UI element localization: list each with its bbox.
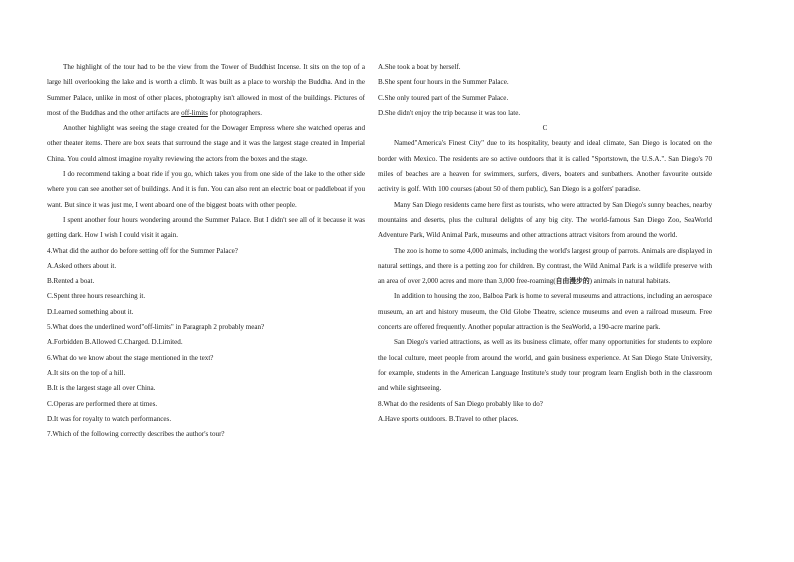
paragraph-dowager-stage: Another highlight was seeing the stage created for the Dowager Empress where she watched operas and other theater items. There are box seats that surround the stage and it was the largest stage created in Imperial China. You could almost imagine royalty reviewing the actors from the boxes and the stage. xyxy=(47,124,365,163)
question-8-options-ab: A.Have sports outdoors. B.Travel to other places. xyxy=(378,414,519,423)
section-heading-c: C xyxy=(542,124,548,133)
question-5: 5.What does the underlined word"off-limits" in Paragraph 2 probably mean? xyxy=(47,323,265,332)
question-4-option-d: D.Learned something about it. xyxy=(47,307,134,316)
question-6: 6.What do we know about the stage mentioned in the text? xyxy=(47,353,214,362)
question-4: 4.What did the author do before setting off for the Summer Palace? xyxy=(47,246,238,255)
paragraph-residents-tourists: Many San Diego residents came here first as tourists, who were attracted by San Diego's sunny beaches, nearby mountains and deserts, plus the cultural delights of any big city. The world-famous San Diego Zoo, SeaWorld Adventure Park, Wild Animal Park, museums and other attractions attract visitors from around the world. xyxy=(378,200,712,240)
question-7-option-c: C.She only toured part of the Summer Palace. xyxy=(378,93,509,102)
paragraph-four-hours: I spent another four hours wondering around the Summer Palace. But I didn't see all of it because it was getting dark. How I wish I could visit it again. xyxy=(47,215,365,240)
paragraph-varied-attractions: San Diego's varied attractions, as well as its business climate, offer many opportunities for students to explore the local culture, meet people from around the world, and gain business experience. At San Diego State University, for example, students in the American Language Institute's study tour program learn English both in the classroom and while sightseeing. xyxy=(378,338,712,393)
question-4-option-a: A.Asked others about it. xyxy=(47,261,117,270)
right-column xyxy=(378,60,712,427)
question-6-option-b: B.It is the largest stage all over China. xyxy=(47,384,156,393)
question-6-option-a: A.It sits on the top of a hill. xyxy=(47,368,126,377)
question-6-option-d: D.It was for royalty to watch performances. xyxy=(47,414,172,423)
question-7: 7.Which of the following correctly describes the author's tour? xyxy=(47,430,225,439)
paragraph-zoo: The zoo is home to some 4,000 animals, including the world's largest group of parrots. Animals are displayed in natural settings, and there is a petting zoo for children. By contrast, the Wild Animal Park is a wildlife preserve with an area of over 2,000 acres and more than 3,000 free-roaming(自由漫步的) animals in natural habitats. xyxy=(378,246,712,286)
paragraph-balboa-park: In addition to housing the zoo, Balboa Park is home to several museums and attractions, including an aerospace museum, an art and history museum, the Old Globe Theatre, science museums and even a railroad museum. Free concerts are offered frequently. Another popular attraction is the SeaWorld, a 190-acre marine park. xyxy=(378,292,712,332)
question-5-options: A.Forbidden B.Allowed C.Charged. D.Limited. xyxy=(47,338,183,347)
paragraph-finest-city: Named"America's Finest City" due to its hospitality, beauty and ideal climate, San Diego is located on the border with Mexico. The residents are so active outdoors that it is called "Sportstown, the U.S.A.". San Diego's 70 miles of beaches are a heaven for swimmers, surfers, divers, boaters and sunbathers. Another favourite outside activity is golf. With 100 courses (about 50 of them public), San Diego is a golfers' paradise. xyxy=(378,139,712,194)
question-4-option-c: C.Spent three hours researching it. xyxy=(47,292,146,301)
question-7-option-b: B.She spent four hours in the Summer Palace. xyxy=(378,78,509,87)
underlined-word-off-limits: off-limits xyxy=(181,108,208,117)
question-7-option-a: A.She took a boat by herself. xyxy=(378,63,461,71)
left-column xyxy=(47,60,365,442)
question-4-option-b: B.Rented a boat. xyxy=(47,277,95,286)
question-6-option-c: C.Operas are performed there at times. xyxy=(47,399,158,408)
question-8: 8.What do the residents of San Diego probably like to do? xyxy=(378,399,543,408)
paragraph-tower-of-buddhist-incense: The highlight of the tour had to be the view from the Tower of Buddhist Incense. It sits on the top of a large hill overlooking the lake and is worth a climb. It was built as a place to worship the Buddha. And in the Summer Palace, unlike in most of other places, photography isn't allowed in most of the buildings. Pictures of most of the Buddhas and the other artifacts are off-limits for photographers. xyxy=(47,63,365,117)
paragraph-boat-ride: I do recommend taking a boat ride if you go, which takes you from one side of the lake to the other side where you can see another set of buildings. And it is fun. You can also rent an electric boat or paddleboat if you want. But since it was just me, I went aboard one of the biggest boats with other people. xyxy=(47,170,365,209)
question-7-option-d: D.She didn't enjoy the trip because it was too late. xyxy=(378,108,521,117)
chinese-gloss: 自由漫步的 xyxy=(555,277,590,286)
